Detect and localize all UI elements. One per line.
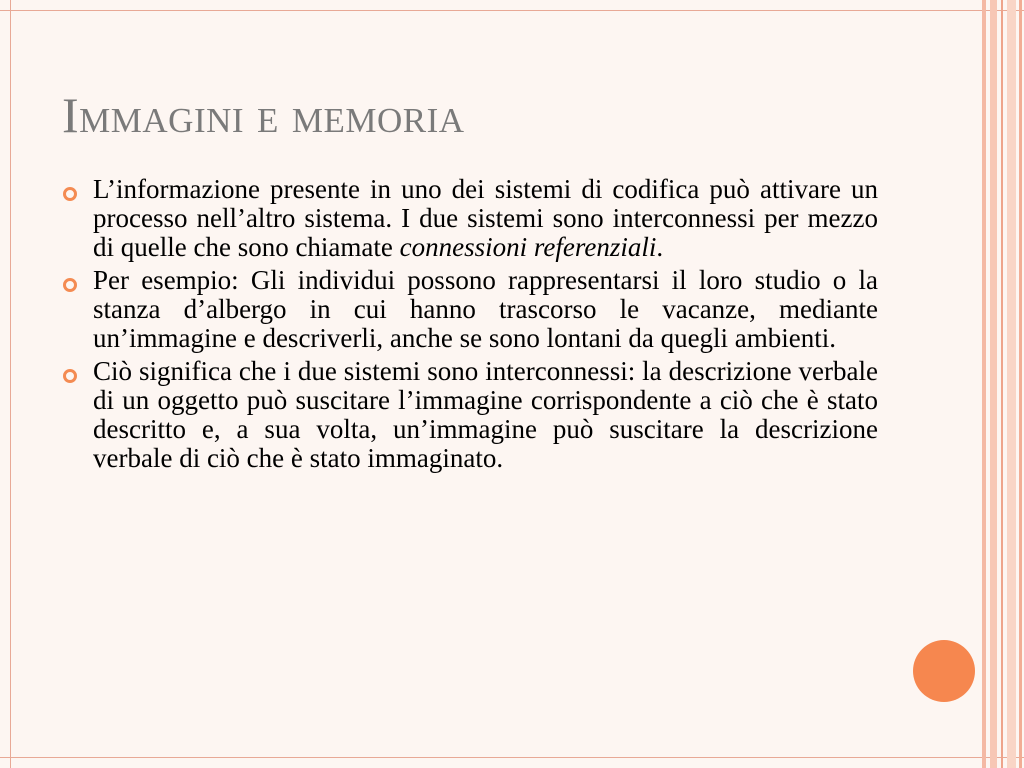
bullet-list — [62, 175, 878, 477]
bullet-item — [62, 266, 878, 353]
stripe — [990, 0, 997, 768]
frame-line-top — [0, 10, 1024, 11]
ring-bullet-icon — [63, 369, 77, 383]
bullet-text: Ciò significa che i due sistemi sono interconnessi: la descrizione verbale di un oggetto può suscitare l’immagine corrispondente a ciò che è stato descritto e, a sua volta, un’immagine può suscitare la descrizione verbale di ciò che è stato immaginato. — [93, 356, 878, 473]
bullet-text: Per esempio: Gli individui possono rappresentarsi il loro studio o la stanza d’albergo in cui hanno trascorso le vacanze, mediante un’immagine e descriverli, anche se sono lontani da quegli ambienti. — [93, 265, 878, 353]
stripe — [982, 0, 986, 768]
bullet-item — [62, 357, 878, 473]
slide-title: Immagini e memoria — [62, 87, 465, 143]
bullet-text-lead: L’informazione presente in uno dei sistemi di codifica può attivare un processo nell’altro sistema. I due sistemi sono interconnessi per mezzo di quelle che sono chiamate — [93, 174, 878, 262]
bullet-text — [93, 175, 878, 262]
stripe — [1019, 0, 1022, 768]
frame-line-left — [10, 0, 11, 768]
bullet-item — [62, 175, 878, 262]
frame-line-bottom — [0, 757, 1024, 758]
decorative-stripes — [978, 0, 1024, 768]
bullet-text-tail: . — [656, 232, 664, 262]
stripe — [1001, 0, 1003, 768]
stripe — [1007, 0, 1016, 768]
ring-bullet-icon — [63, 187, 77, 201]
decorative-circle — [913, 640, 975, 702]
ring-bullet-icon — [63, 278, 77, 292]
bullet-text-emphasis: connessioni referenziali — [399, 232, 657, 262]
